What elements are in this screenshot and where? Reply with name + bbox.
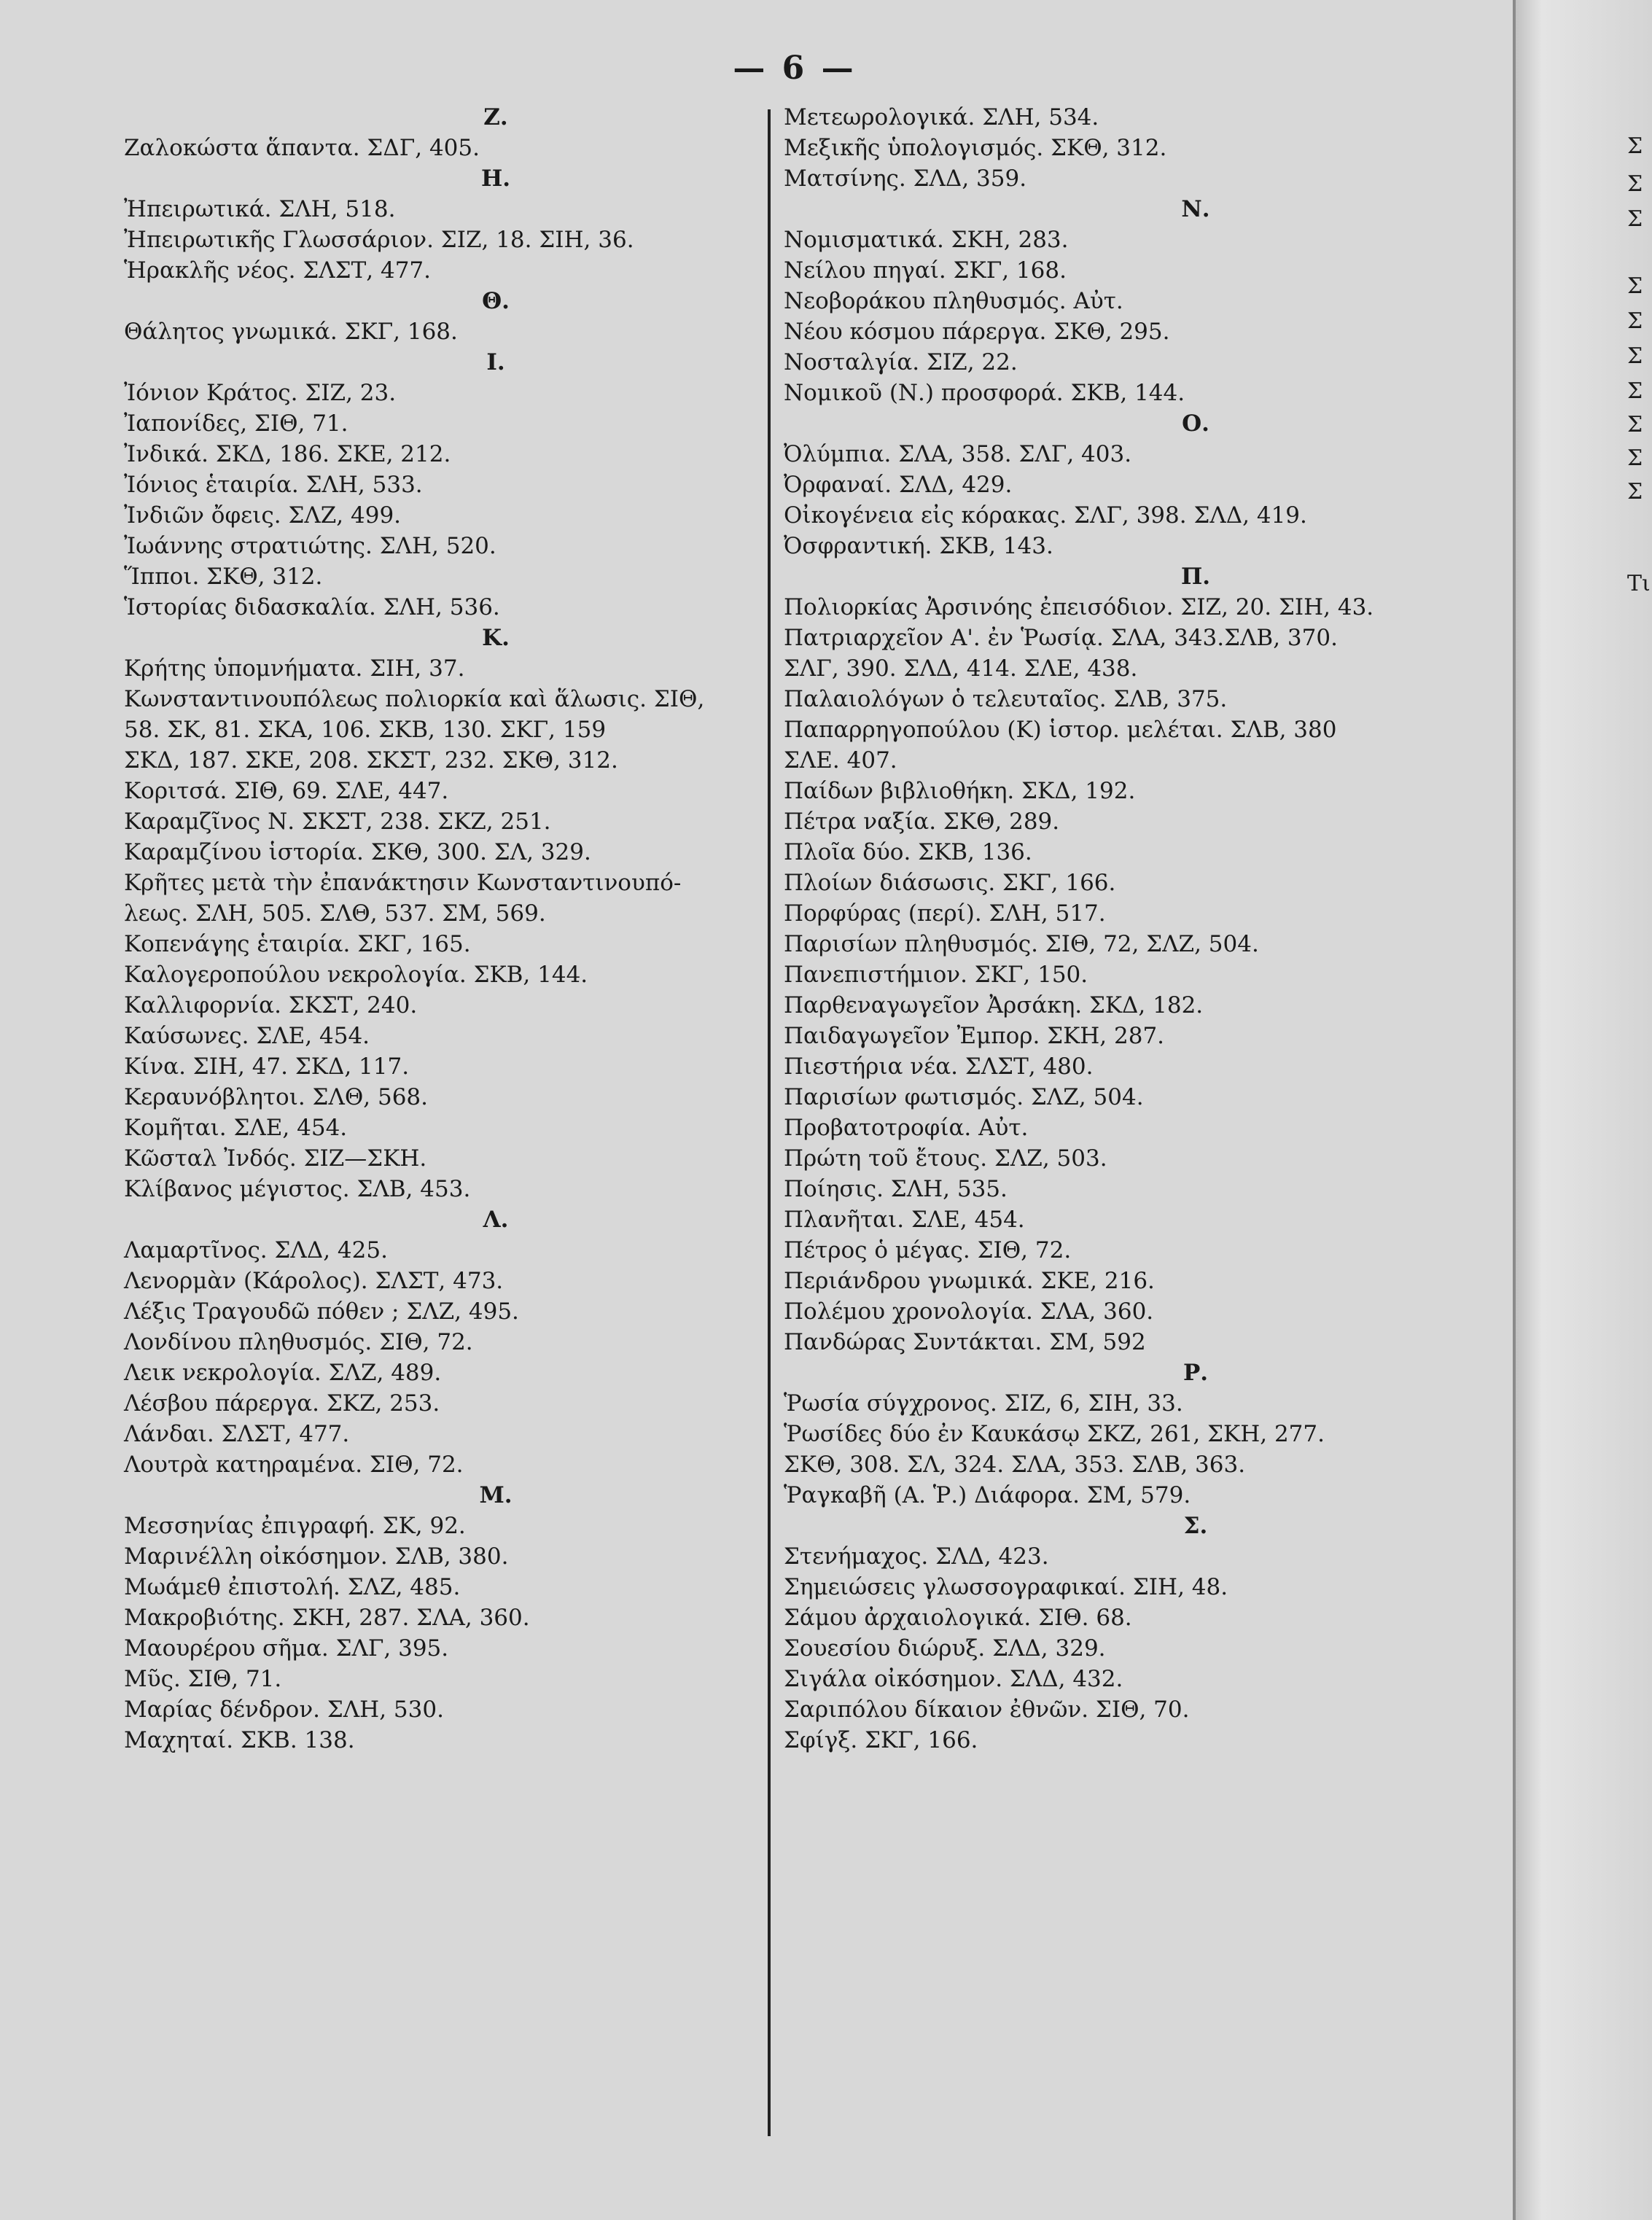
section-letter: Ν.: [1181, 196, 1210, 222]
index-entry: Ῥαγκαβῆ (Α. Ῥ.) Διάφορα. ΣΜ, 579.: [784, 1482, 1191, 1508]
index-entry: Μεσσηνίας ἐπιγραφή. ΣΚ, 92.: [124, 1513, 466, 1539]
section-letter: Ρ.: [1182, 1360, 1209, 1386]
index-entry: Καλλιφορνία. ΣΚΣΤ, 240.: [124, 992, 418, 1019]
index-entry: Θάλητος γνωμικά. ΣΚΓ, 168.: [124, 319, 458, 345]
index-entry: Ἰόνιον Κράτος. ΣΙΖ, 23.: [124, 380, 397, 406]
index-entry: Κοριτσά. ΣΙΘ, 69. ΣΛΕ, 447.: [124, 778, 449, 804]
index-entry: Ἰόνιος ἑταιρία. ΣΛΗ, 533.: [124, 472, 423, 498]
index-entry: Νομικοῦ (Ν.) προσφορά. ΣΚΒ, 144.: [784, 380, 1185, 406]
index-entry: Ἠπειρωτικῆς Γλωσσάριον. ΣΙΖ, 18. ΣΙΗ, 36.: [124, 227, 634, 253]
index-entry: Πλοίων διάσωσις. ΣΚΓ, 166.: [784, 870, 1116, 896]
index-entry: Μῦς. ΣΙΘ, 71.: [124, 1666, 282, 1692]
index-entry: Ὀσφραντική. ΣΚΒ, 143.: [784, 533, 1053, 559]
edge-text-fragment: Σ: [1627, 171, 1643, 197]
index-entry: Σιγάλα οἰκόσημον. ΣΛΔ, 432.: [784, 1666, 1123, 1692]
index-entry: Ζαλοκώστα ἅπαντα. ΣΔΓ, 405.: [124, 135, 480, 161]
edge-text-fragment: Σ: [1627, 133, 1643, 159]
edge-text-fragment: Σ: [1627, 445, 1643, 471]
index-entry: Καύσωνες. ΣΛΕ, 454.: [124, 1023, 370, 1049]
index-entry: Παπαρρηγοπούλου (Κ) ἱστορ. μελέται. ΣΛΒ, 380: [784, 717, 1337, 743]
section-letter: Σ.: [1183, 1513, 1208, 1539]
section-letter: Ζ.: [483, 104, 508, 131]
edge-text-fragment: Σ: [1627, 479, 1643, 505]
edge-text-fragment: Τι: [1627, 571, 1651, 596]
index-entry: Ποίησις. ΣΛΗ, 535.: [784, 1176, 1008, 1202]
section-letter: Κ.: [482, 625, 510, 651]
index-entry: Παρισίων φωτισμός. ΣΛΖ, 504.: [784, 1084, 1144, 1110]
section-letter: Λ.: [483, 1207, 509, 1233]
index-entry: Καλογεροπούλου νεκρολογία. ΣΚΒ, 144.: [124, 962, 588, 988]
index-entry: Ὀρφαναί. ΣΛΔ, 429.: [784, 472, 1013, 498]
index-entry: Κωνσταντινουπόλεως πολιορκία καὶ ἅλωσις. ΣΙΘ,: [124, 686, 705, 712]
index-entry: Νείλου πηγαί. ΣΚΓ, 168.: [784, 257, 1067, 284]
index-entry: ΣΛΕ. 407.: [784, 747, 897, 774]
index-entry: Κρῆτες μετὰ τὴν ἐπανάκτησιν Κωνσταντινουπό-: [124, 870, 682, 896]
index-entry: Ἰωάννης στρατιώτης. ΣΛΗ, 520.: [124, 533, 496, 559]
index-entry: Λενορμὰν (Κάρολος). ΣΛΣΤ, 473.: [124, 1268, 504, 1294]
index-column-right: [784, 102, 1513, 1756]
index-entry: Περιάνδρου γνωμικά. ΣΚΕ, 216.: [784, 1268, 1155, 1294]
edge-text-fragment: Σ: [1627, 412, 1643, 437]
index-entry: Μωάμεθ ἐπιστολή. ΣΛΖ, 485.: [124, 1574, 461, 1600]
index-entry: Καραμζῖνος Ν. ΣΚΣΤ, 238. ΣΚΖ, 251.: [124, 809, 551, 835]
index-entry: Σημειώσεις γλωσσογραφικαί. ΣΙΗ, 48.: [784, 1574, 1228, 1600]
index-entry: ΣΚΔ, 187. ΣΚΕ, 208. ΣΚΣΤ, 232. ΣΚΘ, 312.: [124, 747, 618, 774]
index-entry: Προβατοτροφία. Αὐτ.: [784, 1115, 1029, 1141]
index-entry: Πανεπιστήμιον. ΣΚΓ, 150.: [784, 962, 1088, 988]
index-entry: Πέτρα ναξία. ΣΚΘ, 289.: [784, 809, 1060, 835]
index-entry: Μετεωρολογικά. ΣΛΗ, 534.: [784, 104, 1099, 131]
index-entry: Λεικ νεκρολογία. ΣΛΖ, 489.: [124, 1360, 442, 1386]
index-entry: Καραμζίνου ἱστορία. ΣΚΘ, 300. ΣΛ, 329.: [124, 839, 591, 865]
index-entry: Παρισίων πληθυσμός. ΣΙΘ, 72, ΣΛΖ, 504.: [784, 931, 1259, 957]
index-entry: Πρώτη τοῦ ἔτους. ΣΛΖ, 503.: [784, 1145, 1107, 1172]
section-letter: Ο.: [1182, 410, 1209, 437]
index-entry: ΣΚΘ, 308. ΣΛ, 324. ΣΛΑ, 353. ΣΛΒ, 363.: [784, 1452, 1246, 1478]
index-entry: Λέσβου πάρεργα. ΣΚΖ, 253.: [124, 1390, 440, 1417]
index-entry: λεως. ΣΛΗ, 505. ΣΛΘ, 537. ΣΜ, 569.: [124, 900, 546, 927]
index-entry: Κομῆται. ΣΛΕ, 454.: [124, 1115, 348, 1141]
index-entry: Λονδίνου πληθυσμός. ΣΙΘ, 72.: [124, 1329, 473, 1355]
index-entry: Μαρίας δένδρον. ΣΛΗ, 530.: [124, 1697, 444, 1723]
index-entry: Παλαιολόγων ὁ τελευταῖος. ΣΛΒ, 375.: [784, 686, 1228, 712]
index-entry: Στενήμαχος. ΣΛΔ, 423.: [784, 1543, 1049, 1570]
index-entry: Πλοῖα δύο. ΣΚΒ, 136.: [784, 839, 1032, 865]
index-entry: Πλανῆται. ΣΛΕ, 454.: [784, 1207, 1025, 1233]
edge-text-fragment: Σ: [1627, 308, 1643, 334]
index-entry: Πέτρος ὁ μέγας. ΣΙΘ, 72.: [784, 1237, 1072, 1263]
index-entry: Λέξις Τραγουδῶ πόθεν ; ΣΛΖ, 495.: [124, 1298, 519, 1325]
index-entry: Παιδαγωγεῖον Ἐμπορ. ΣΚΗ, 287.: [784, 1023, 1165, 1049]
index-entry: Πορφύρας (περί). ΣΛΗ, 517.: [784, 900, 1106, 927]
index-entry: 58. ΣΚ, 81. ΣΚΑ, 106. ΣΚΒ, 130. ΣΚΓ, 159: [124, 717, 607, 743]
index-entry: Ῥωσία σύγχρονος. ΣΙΖ, 6, ΣΙΗ, 33.: [784, 1390, 1183, 1417]
edge-text-fragment: Σ: [1627, 273, 1643, 299]
index-entry: Λάνδαι. ΣΛΣΤ, 477.: [124, 1421, 350, 1447]
index-entry: Μαουρέρου σῆμα. ΣΛΓ, 395.: [124, 1635, 449, 1662]
index-entry: Λαμαρτῖνος. ΣΛΔ, 425.: [124, 1237, 388, 1263]
index-entry: Κῶσταλ Ἰνδός. ΣΙΖ—ΣΚΗ.: [124, 1145, 427, 1172]
index-entry: Πατριαρχεῖον Α'. ἐν Ῥωσίᾳ. ΣΛΑ, 343.ΣΛΒ, 370.: [784, 625, 1338, 651]
index-entry: Πιεστήρια νέα. ΣΛΣΤ, 480.: [784, 1053, 1094, 1080]
index-entry: Λουτρὰ κατηραμένα. ΣΙΘ, 72.: [124, 1452, 464, 1478]
index-entry: Ἰαπονίδες, ΣΙΘ, 71.: [124, 410, 348, 437]
index-entry: Σαριπόλου δίκαιον ἐθνῶν. ΣΙΘ, 70.: [784, 1697, 1190, 1723]
section-letter: Η.: [480, 165, 511, 192]
index-entry: Κίνα. ΣΙΗ, 47. ΣΚΔ, 117.: [124, 1053, 410, 1080]
index-entry: Σουεσίου διώρυξ. ΣΛΔ, 329.: [784, 1635, 1106, 1662]
index-entry: Μαχηταί. ΣΚΒ. 138.: [124, 1727, 355, 1753]
index-entry: Πολιορκίας Ἀρσινόης ἐπεισόδιον. ΣΙΖ, 20. ΣΙΗ, 43.: [784, 594, 1374, 620]
index-entry: Μεξικῆς ὑπολογισμός. ΣΚΘ, 312.: [784, 135, 1167, 161]
index-entry: ΣΛΓ, 390. ΣΛΔ, 414. ΣΛΕ, 438.: [784, 655, 1138, 682]
index-entry: Παρθεναγωγεῖον Ἀρσάκη. ΣΚΔ, 182.: [784, 992, 1204, 1019]
index-entry: Σφίγξ. ΣΚΓ, 166.: [784, 1727, 978, 1753]
index-entry: Νομισματικά. ΣΚΗ, 283.: [784, 227, 1069, 253]
index-entry: Σάμου ἀρχαιολογικά. ΣΙΘ. 68.: [784, 1605, 1132, 1631]
section-letter: Π.: [1180, 564, 1211, 590]
index-entry: Μαρινέλλη οἰκόσημον. ΣΛΒ, 380.: [124, 1543, 509, 1570]
index-entry: Οἰκογένεια εἰς κόρακας. ΣΛΓ, 398. ΣΛΔ, 419.: [784, 502, 1307, 529]
edge-text-fragment: Σ: [1627, 206, 1643, 232]
section-letter: Μ.: [479, 1482, 513, 1508]
index-entry: Ἡρακλῆς νέος. ΣΛΣΤ, 477.: [124, 257, 431, 284]
index-entry: Ὀλύμπια. ΣΛΑ, 358. ΣΛΓ, 403.: [784, 441, 1132, 467]
gutter-shadow-line: [1513, 0, 1516, 2220]
index-entry: Παίδων βιβλιοθήκη. ΣΚΔ, 192.: [784, 778, 1136, 804]
index-entry: Νεοβοράκου πληθυσμός. Αὐτ.: [784, 288, 1123, 314]
edge-text-fragment: Σ: [1627, 378, 1643, 404]
edge-text-fragment: Σ: [1627, 343, 1643, 369]
index-entry: Ματσίνης. ΣΛΔ, 359.: [784, 165, 1027, 192]
section-letter: Ι.: [486, 349, 505, 375]
page-number: — 6 —: [733, 50, 857, 87]
index-entry: Κεραυνόβλητοι. ΣΛΘ, 568.: [124, 1084, 429, 1110]
index-entry: Νέου κόσμου πάρεργα. ΣΚΘ, 295.: [784, 319, 1170, 345]
index-entry: Ἰνδικά. ΣΚΔ, 186. ΣΚΕ, 212.: [124, 441, 451, 467]
index-entry: Πολέμου χρονολογία. ΣΛΑ, 360.: [784, 1298, 1154, 1325]
index-entry: Ἠπειρωτικά. ΣΛΗ, 518.: [124, 196, 396, 222]
index-entry: Κρήτης ὑπομνήματα. ΣΙΗ, 37.: [124, 655, 465, 682]
index-entry: Κοπενάγης ἑταιρία. ΣΚΓ, 165.: [124, 931, 471, 957]
index-entry: Ῥωσίδες δύο ἐν Καυκάσῳ ΣΚΖ, 261, ΣΚΗ, 277.: [784, 1421, 1325, 1447]
index-entry: Μακροβιότης. ΣΚΗ, 287. ΣΛΑ, 360.: [124, 1605, 530, 1631]
index-column-left: [124, 102, 824, 1756]
index-entry: Ἱστορίας διδασκαλία. ΣΛΗ, 536.: [124, 594, 500, 620]
index-entry: Ἵπποι. ΣΚΘ, 312.: [124, 564, 323, 590]
index-entry: Ἰνδιῶν ὄφεις. ΣΛΖ, 499.: [124, 502, 402, 529]
index-entry: Νοσταλγία. ΣΙΖ, 22.: [784, 349, 1018, 375]
index-entry: Κλίβανος μέγιστος. ΣΛΒ, 453.: [124, 1176, 471, 1202]
section-letter: Θ.: [482, 288, 510, 314]
index-entry: Πανδώρας Συντάκται. ΣΜ, 592: [784, 1329, 1146, 1355]
